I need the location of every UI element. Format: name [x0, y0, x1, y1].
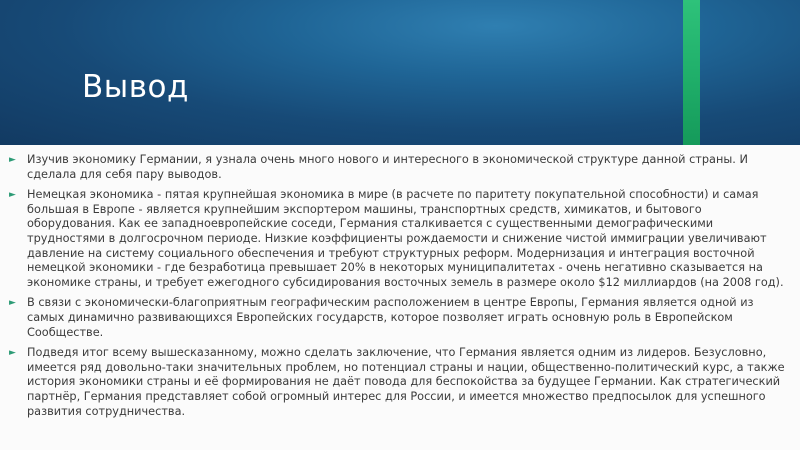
- bullet-list: [9, 153, 789, 425]
- bullet-text: Немецкая экономика - пятая крупнейшая экономика в мире (в расчете по паритету покупательной способности) и самая большая в Европе - является крупнейшим экспортером машины, транспортных средств, химикатов, и бытового оборудования. Как ее западноевропейские соседи, Германия сталкивается с существенными демографическими трудностями в долгосрочном периоде. Низкие коэффициенты рождаемости и снижение чистой иммиграции увеличивают давление на систему социального обеспечения и требуют структурных реформ. Модернизация и интеграция восточной немецкой экономики - где безработица превышает 20% в некоторых муниципалитетах - очень негативно сказывается на экономике страны, и требует ежегодного субсидирования восточных земель в размере около $12 миллиардов (на 2008 год).: [27, 188, 784, 289]
- bullet-text: Изучив экономику Германии, я узнала очень много нового и интересного в экономической структуре данной страны. И сделала для себя пару выводов.: [27, 153, 748, 181]
- green-accent-bar: [683, 0, 700, 145]
- bullet-arrow-icon: ►: [9, 190, 16, 201]
- bullet-arrow-icon: ►: [9, 155, 16, 165]
- bullet-item: [9, 188, 789, 290]
- bullet-arrow-icon: ►: [9, 298, 16, 309]
- bullet-item: [9, 296, 789, 340]
- bullet-text: Подведя итог всему вышесказанному, можно сделать заключение, что Германия является одним из лидеров. Безусловно, имеется ряд довольно-таки значительных проблем, но потенциал страны и нации, общественно-политический курс, а также история экономики страны и её формирования не даёт повода для беспокойства за будущее Германии. Как стратегический партнёр, Германия представляет собой огромный интерес для России, и имеется множество предпосылок для успешного развития сотрудничества.: [27, 346, 785, 418]
- bullet-item: [9, 346, 789, 419]
- bullet-text: В связи с экономически-благоприятным географическим расположением в центре Европы, Германия является одной из самых динамично развивающихся Европейских государств, которое позволяет играть основную роль в Европейском Сообществе.: [27, 296, 754, 339]
- slide-title: Вывод: [82, 69, 189, 105]
- bullet-arrow-icon: ►: [9, 348, 16, 359]
- bullet-item: [9, 153, 789, 182]
